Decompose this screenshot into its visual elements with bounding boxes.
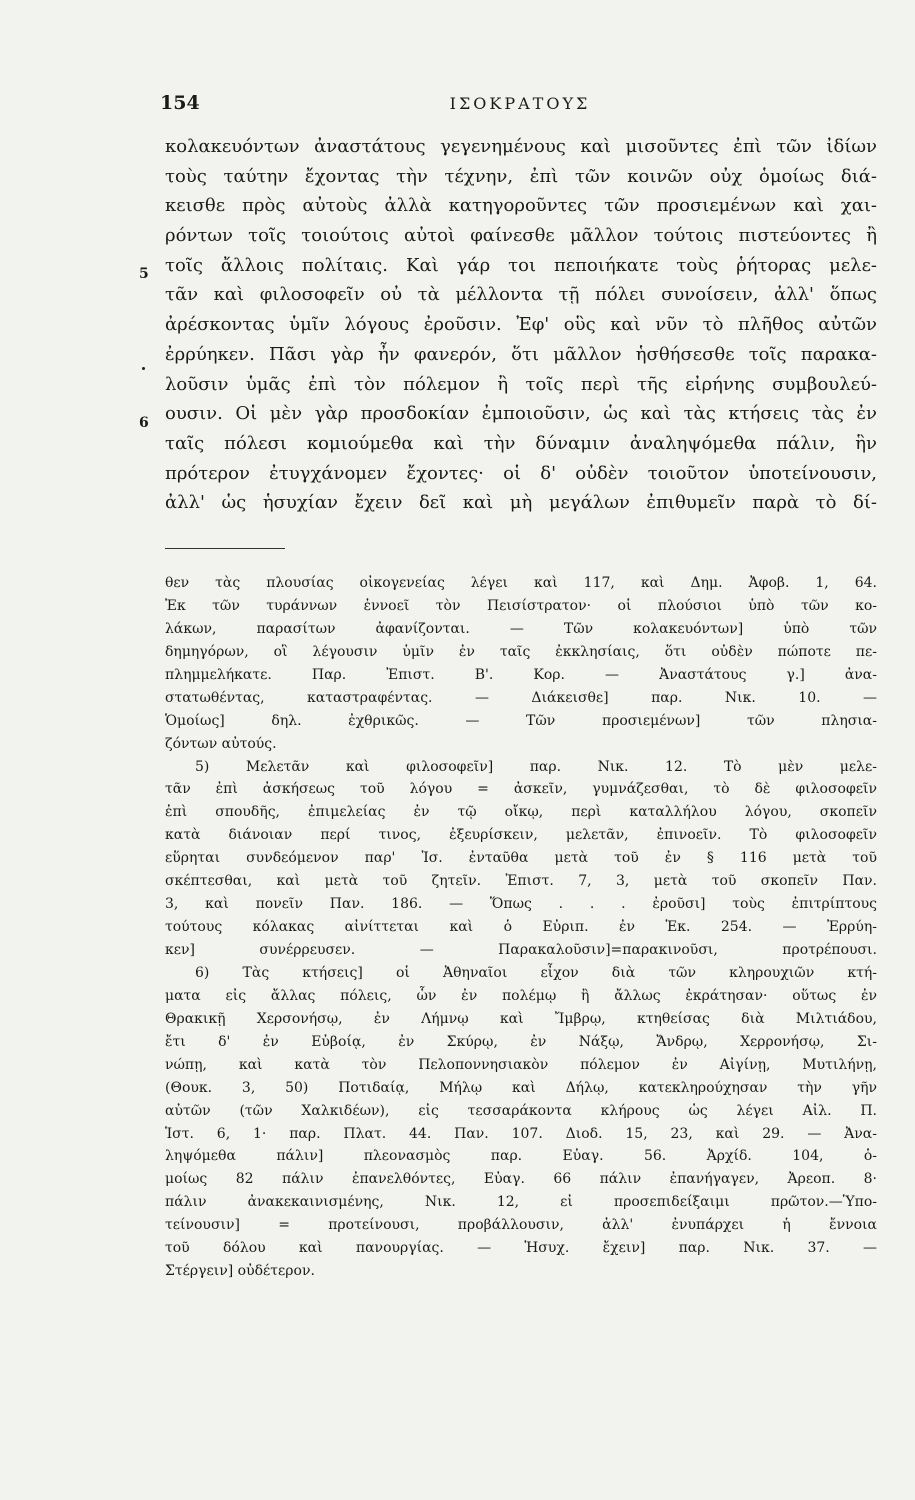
running-title: ΙΣΟΚΡΑΤΟΥΣ [449,94,591,113]
margin-mark [142,367,145,370]
text-line: ἀλλ' ὡς ἡσυχίαν ἔχειν δεῖ καὶ μὴ μεγάλων ἐπιθυμεῖν παρὰ τὸ δί- [165,492,877,514]
note-line: νώπῃ, καὶ κατὰ τὸν Πελοποννησιακὸν πόλεμον ἐν Αἰγίνῃ, Μυτιλήνῃ, [165,1056,877,1073]
note-line: στατωθέντας, καταστραφέντας. — Διάκεισθε] παρ. Νικ. 10. — [165,689,877,706]
text-line: ἀρέσκοντας ὑμῖν λόγους ἐροῦσιν. Ἐφ' οὓς καὶ νῦν τὸ πλῆθος αὐτῶν [165,314,877,336]
note-line: Στέργειν] οὐδέτερον. [165,1263,315,1280]
note-line: πάλιν ἀνακεκαινισμένης, Νικ. 12, εἰ προσεπιδείξαιμι πρῶτον.—Ὑπο- [165,1194,877,1211]
text-line: ρόντων τοῖς τοιούτοις αὐτοὶ φαίνεσθε μᾶλλον τούτοις πιστεύοντες ἢ [165,225,877,247]
note-line: εὕρηται συνδεόμενον παρ' Ἰσ. ἐνταῦθα μετὰ τοῦ ἐν § 116 μετὰ τοῦ [165,850,877,867]
text-line: κεισθε πρὸς αὐτοὺς ἀλλὰ κατηγοροῦντες τῶν προσιεμένων καὶ χαι- [165,195,877,217]
page-number: 154 [160,92,200,114]
note-line: πλημμελήκατε. Παρ. Ἐπιστ. Β'. Κορ. — Ἀναστάτους γ.] ἀνα- [165,666,877,683]
note-line: Ἱστ. 6, 1· παρ. Πλατ. 44. Παν. 107. Διοδ. 15, 23, καὶ 29. — Ἀνα- [165,1125,877,1142]
main-text [165,132,877,518]
note-line: 3, καὶ πονεῖν Παν. 186. — Ὅπως . . . ἐροῦσι] τοὺς ἐπιτρίπτους [165,896,877,913]
note-line: 6) Τὰς κτήσεις] οἱ Ἀθηναῖοι εἶχον διὰ τῶν κληρουχιῶν κτή- [195,964,877,981]
note-line: ζόντων αὐτούς. [165,735,277,752]
running-head [160,92,880,118]
note-line: ἐπὶ σπουδῆς, ἐπιμελείας ἐν τῷ οἴκῳ, περὶ καταλλήλου λόγου, σκοπεῖν [165,804,877,821]
note-line: Ὁμοίως] δηλ. ἐχθρικῶς. — Τῶν προσιεμένων] τῶν πλησια- [165,712,877,729]
note-line: ληψόμεθα πάλιν] πλεονασμὸς παρ. Εὐαγ. 56. Ἀρχίδ. 104, ὁ- [165,1148,877,1165]
note-line: θεν τὰς πλουσίας οἰκογενείας λέγει καὶ 117, καὶ Δημ. Ἀφοβ. 1, 64. [165,575,877,591]
note-line: ματα εἰς ἄλλας πόλεις, ὧν ἐν πολέμῳ ἢ ἄλλως ἐκράτησαν· οὕτως ἐν [165,987,877,1004]
footnote-divider [165,548,285,549]
note-line: τούτους κόλακας αἰνίττεται καὶ ὁ Εὐριπ. ἐν Ἑκ. 254. — Ἐρρύη- [165,919,877,936]
note-line: 5) Μελετᾶν καὶ φιλοσοφεῖν] παρ. Νικ. 12. Τὸ μὲν μελε- [195,758,877,775]
note-line: αὐτῶν (τῶν Χαλκιδέων), εἰς τεσσαράκοντα κλήρους ὡς λέγει Αἰλ. Π. [165,1102,877,1119]
note-line: δημηγόρων, οἳ λέγουσιν ὑμῖν ἐν ταῖς ἐκκλησίαις, ὅτι οὐδὲν πώποτε πε- [165,643,877,660]
text-line: ουσιν. Οἱ μὲν γὰρ προσδοκίαν ἐμποιοῦσιν, ὡς καὶ τὰς κτήσεις τὰς ἐν [165,403,877,425]
note-line: Ἐκ τῶν τυράννων ἐννοεῖ τὸν Πεισίστρατον· οἱ πλούσιοι ὑπὸ τῶν κο- [165,597,877,614]
text-line: τᾶν καὶ φιλοσοφεῖν οὐ τὰ μέλλοντα τῇ πόλει συνοίσειν, ἀλλ' ὅπως [165,284,877,306]
text-line: λοῦσιν ὑμᾶς ἐπὶ τὸν πόλεμον ἢ τοῖς περὶ τῆς εἰρήνης συμβουλεύ- [165,373,877,395]
text-line: τοὺς ταύτην ἔχοντας τὴν τέχνην, ἐπὶ τῶν κοινῶν οὐχ ὁμοίως διά- [165,165,877,187]
text-line: ταῖς πόλεσι κομιούμεθα καὶ τὴν δύναμιν ἀναληψόμεθα πάλιν, ἣν [165,432,877,454]
text-line: ἐρρύηκεν. Πᾶσι γὰρ ἦν φανερόν, ὅτι μᾶλλον ἡσθήσεσθε τοῖς παρακα- [165,343,877,365]
note-line: τοῦ δόλου καὶ πανουργίας. — Ἡσυχ. ἔχειν] παρ. Νικ. 37. — [165,1240,877,1257]
note-line: κεν] συνέρρευσεν. — Παρακαλοῦσιν]=παρακινοῦσι, προτρέπουσι. [165,942,877,958]
note-line: τᾶν ἐπὶ ἀσκήσεως τοῦ λόγου = ἀσκεῖν, γυμνάζεσθαι, τὸ δὲ φιλοσοφεῖν [165,781,877,798]
note-line: σκέπτεσθαι, καὶ μετὰ τοῦ ζητεῖν. Ἐπιστ. 7, 3, μετὰ τοῦ σκοπεῖν Παν. [165,873,877,890]
note-line: κατὰ διάνοιαν περί τινος, ἐξευρίσκειν, μελετᾶν, ἐπινοεῖν. Τὸ φιλοσοφεῖν [165,827,877,844]
margin-line-number: 5 [139,266,149,282]
text-line: τοῖς ἄλλοις πολίταις. Καὶ γάρ τοι πεποιήκατε τοὺς ῥήτορας μελε- [165,254,877,276]
note-line: ἔτι δ' ἐν Εὐβοίᾳ, ἐν Σκύρῳ, ἐν Νάξῳ, Ἄνδρῳ, Χερρονήσῳ, Σι- [165,1033,877,1050]
margin-line-number: 6 [139,415,149,431]
note-line: τείνουσιν] = προτείνουσι, προβάλλουσιν, ἀλλ' ἐνυπάρχει ἡ ἔννοια [165,1217,877,1234]
note-line: Θρακικῇ Χερσονήσῳ, ἐν Λήμνῳ καὶ Ἴμβρῳ, κτηθείσας διὰ Μιλτιάδου, [165,1010,877,1027]
text-line: πρότερον ἐτυγχάνομεν ἔχοντες· οἱ δ' οὐδὲν τοιοῦτον ὑποτείνουσιν, [165,462,877,484]
note-line: (Θουκ. 3, 50) Ποτιδαίᾳ, Μήλῳ καὶ Δήλῳ, κατεκληρούχησαν τὴν γῆν [165,1079,877,1096]
commentary-notes [165,572,877,1283]
note-line: λάκων, παρασίτων ἀφανίζονται. — Τῶν κολακευόντων] ὑπὸ τῶν [165,620,877,637]
note-line: μοίως 82 πάλιν ἐπανελθόντες, Εὐαγ. 66 πάλιν ἐπανήγαγεν, Ἀρεοπ. 8· [165,1171,877,1188]
text-line: κολακευόντων ἀναστάτους γεγενημένους καὶ μισοῦντες ἐπὶ τῶν ἰδίων [165,136,877,157]
